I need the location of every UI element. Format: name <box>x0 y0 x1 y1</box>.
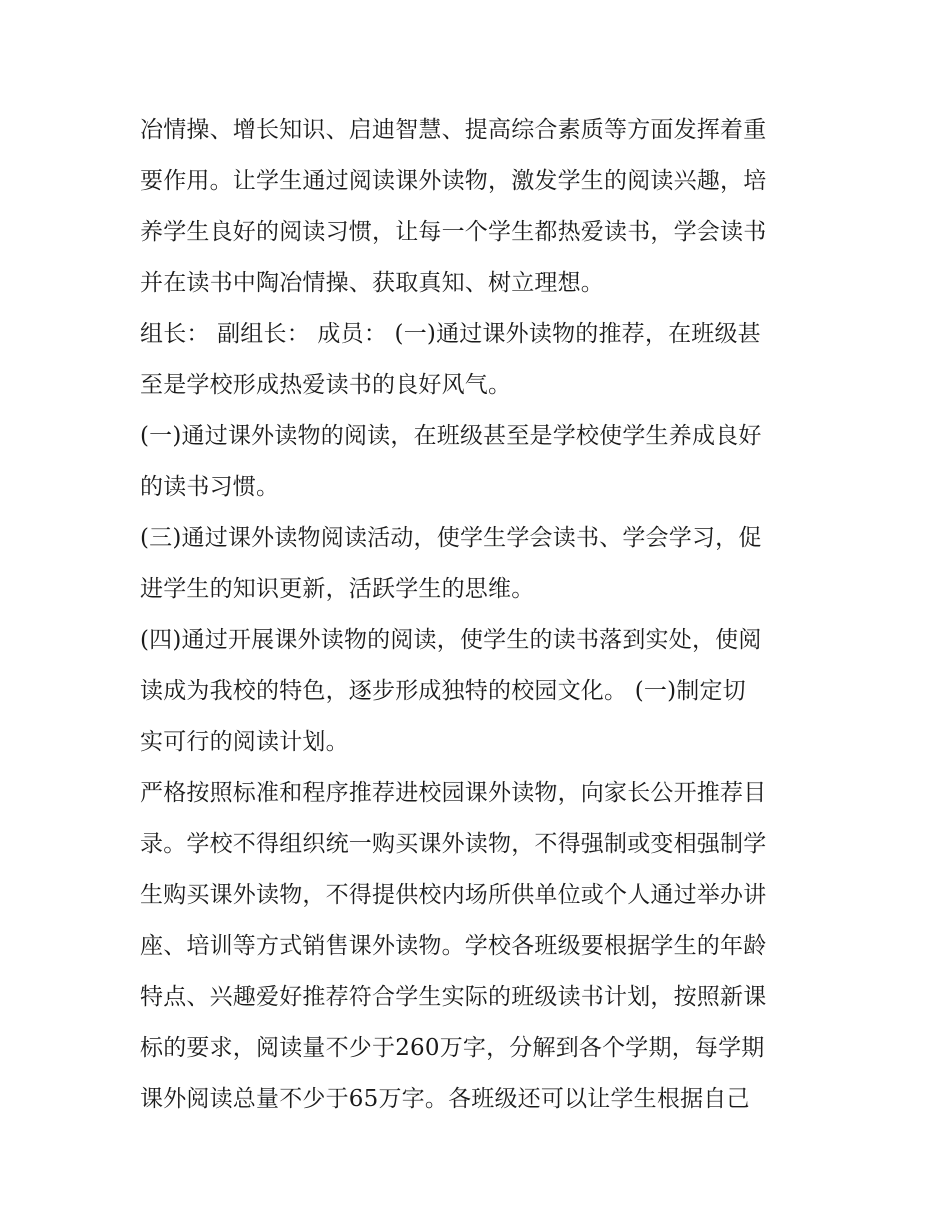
text-line: 特点、兴趣爱好推荐符合学生实际的班级读书计划，按照新课 <box>140 984 767 1010</box>
text-line: (三)通过课外读物阅读活动，使学生学会读书、学会学习，促 <box>140 525 762 551</box>
document-body <box>140 111 820 1131</box>
text-line: 录。学校不得组织统一购买课外读物，不得强制或变相强制学 <box>140 831 767 857</box>
text-line: (四)通过开展课外读物的阅读，使学生的读书落到实处，使阅 <box>140 627 762 653</box>
text-line: 的读书习惯。 <box>140 474 280 500</box>
text-line: 课外阅读总量不少于65万字。各班级还可以让学生根据自己 <box>140 1086 750 1112</box>
text-line: 至是学校形成热爱读书的良好风气。 <box>140 372 512 398</box>
text-line: 实可行的阅读计划。 <box>140 729 349 755</box>
text-line: 标的要求，阅读量不少于260万字，分解到各个学期，每学期 <box>140 1035 765 1061</box>
text-line: 生购买课外读物，不得提供校内场所供单位或个人通过举办讲 <box>140 882 767 908</box>
text-line: 严格按照标准和程序推荐进校园课外读物，向家长公开推荐目 <box>140 780 767 806</box>
text-line: 读成为我校的特色，逐步形成独特的校园文化。 (一)制定切 <box>140 678 746 704</box>
text-line: 座、培训等方式销售课外读物。学校各班级要根据学生的年龄 <box>140 933 767 959</box>
text-line: (一)通过课外读物的阅读，在班级甚至是学校使学生养成良好 <box>140 423 762 449</box>
text-line: 养学生良好的阅读习惯，让每一个学生都热爱读书，学会读书 <box>140 219 767 245</box>
text-line: 并在读书中陶冶情操、获取真知、树立理想。 <box>140 270 604 296</box>
text-line: 组长： 副组长： 成员： (一)通过课外读物的推荐，在班级甚 <box>140 321 761 347</box>
text-line: 进学生的知识更新，活跃学生的思维。 <box>140 576 535 602</box>
text-line: 要作用。让学生通过阅读课外读物，激发学生的阅读兴趣，培 <box>140 168 767 194</box>
text-line: 冶情操、增长知识、启迪智慧、提高综合素质等方面发挥着重 <box>140 117 767 143</box>
